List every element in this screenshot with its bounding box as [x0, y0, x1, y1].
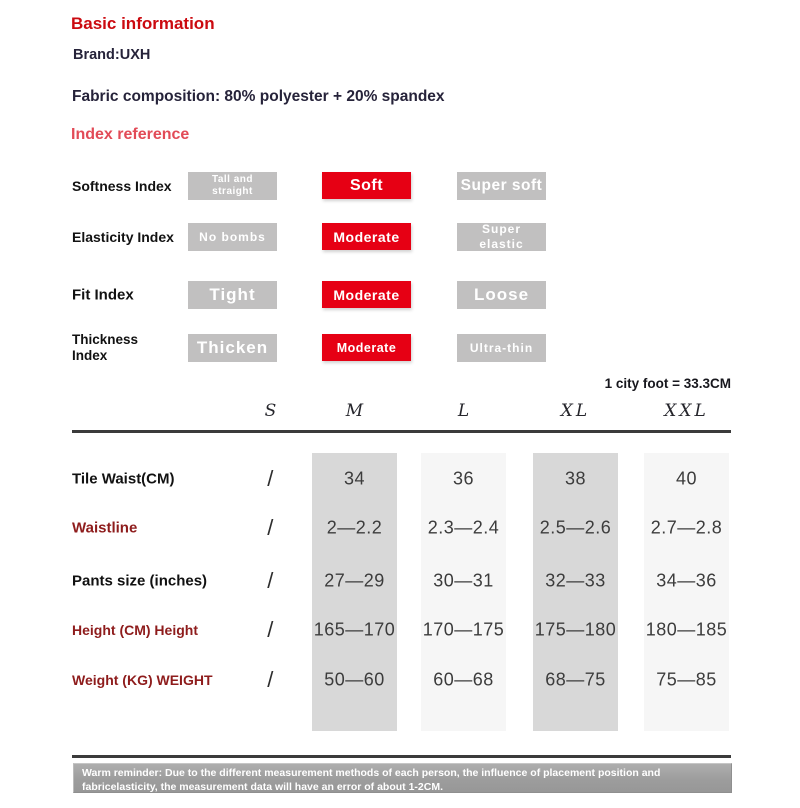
index-option-label: Thicken: [196, 338, 269, 357]
index-row-thickness: [0, 331, 800, 363]
size-cell: 34: [343, 468, 366, 489]
index-option: [188, 172, 277, 200]
size-row-label: Height (CM) Height: [72, 622, 198, 638]
size-cell: 60—68: [433, 669, 494, 690]
index-option-label: Ultra-thin: [469, 341, 534, 355]
table-top-divider: [72, 430, 731, 433]
index-option-label: Tight: [209, 285, 256, 304]
size-cell: 165—170: [313, 619, 396, 640]
index-option-label: Loose: [473, 285, 530, 304]
size-cell: /: [267, 568, 274, 593]
index-option-label: Super soft: [460, 177, 543, 194]
index-reference-title: Index reference: [71, 126, 190, 143]
index-row-label: Softness Index: [72, 178, 172, 194]
index-option-selected: [322, 172, 411, 199]
size-cell: 170—175: [422, 619, 505, 640]
size-table-row-waistline: [0, 511, 800, 545]
fabric-composition-text: Fabric composition: 80% polyester + 20% spandex: [72, 88, 445, 105]
index-option: [457, 223, 546, 251]
index-option: [457, 334, 546, 362]
index-option-label: Moderate: [333, 286, 400, 303]
index-option-selected: [322, 334, 411, 361]
index-option-label: Super elastic: [479, 222, 524, 251]
size-cell: 30—31: [433, 570, 494, 591]
index-option-label: Moderate: [333, 228, 400, 245]
index-row-fit: [0, 281, 800, 309]
index-option-selected: [322, 223, 411, 250]
size-cell: 2—2.2: [326, 517, 383, 538]
size-cell: 2.3—2.4: [427, 517, 500, 538]
size-row-label: Pants size (inches): [72, 572, 208, 590]
size-column-letter: L: [457, 401, 470, 421]
size-column-letter: XL: [560, 401, 591, 421]
size-cell: 2.7—2.8: [650, 517, 723, 538]
index-option-label: No bombs: [199, 230, 266, 244]
index-option-label: Tall and straight: [211, 173, 254, 197]
size-column-letter: S: [264, 401, 277, 421]
size-cell: 32—33: [545, 570, 606, 591]
index-row-softness: [0, 172, 800, 200]
index-option: [188, 223, 277, 251]
basic-information-title: Basic information: [71, 14, 215, 33]
index-option: [457, 172, 546, 200]
size-cell: /: [267, 667, 274, 692]
size-cell: 50—60: [324, 669, 385, 690]
index-option-label: Moderate: [336, 340, 397, 355]
size-cell: 175—180: [534, 619, 617, 640]
index-option-label: Soft: [349, 176, 384, 194]
warm-reminder-text: Warm reminder: Due to the different measurement methods of each person, the influence of placement position and fabricelasticity, the measurement data will have an error of about 1-2CM.: [82, 767, 661, 794]
size-row-label: Weight (KG) WEIGHT: [72, 672, 213, 688]
index-row-label: Fit Index: [72, 286, 134, 304]
size-cell: 27—29: [324, 570, 385, 591]
index-option: [457, 281, 546, 309]
size-table-row-tile-waist: [0, 462, 800, 496]
size-table-row-pants-size: [0, 564, 800, 598]
size-column-letter: XXL: [664, 401, 709, 421]
size-cell: 38: [564, 468, 587, 489]
index-option-selected: [322, 281, 411, 308]
size-cell: 34—36: [656, 570, 717, 591]
size-cell: /: [267, 466, 274, 491]
warm-reminder-banner: [73, 763, 732, 793]
brand-text: Brand:UXH: [73, 47, 151, 63]
size-row-label: Waistline: [72, 519, 138, 537]
index-row-elasticity: [0, 223, 800, 251]
size-cell: 75—85: [656, 669, 717, 690]
size-table-row-weight: [0, 663, 800, 697]
size-cell: 40: [675, 468, 698, 489]
size-cell: /: [267, 515, 274, 540]
index-option: [188, 281, 277, 309]
unit-conversion-note: 1 city foot = 33.3CM: [604, 376, 731, 391]
size-cell: 180—185: [645, 619, 728, 640]
index-row-label: Elasticity Index: [72, 229, 174, 245]
size-column-letter: M: [345, 401, 364, 421]
size-cell: /: [267, 617, 274, 642]
size-cell: 36: [452, 468, 475, 489]
size-row-label: Tile Waist(CM): [72, 470, 175, 488]
index-row-label: Thickness Index: [72, 331, 139, 363]
size-table-row-height: [0, 613, 800, 647]
table-bottom-divider: [72, 755, 731, 758]
index-option: [188, 334, 277, 362]
size-cell: 68—75: [545, 669, 606, 690]
size-cell: 2.5—2.6: [539, 517, 612, 538]
